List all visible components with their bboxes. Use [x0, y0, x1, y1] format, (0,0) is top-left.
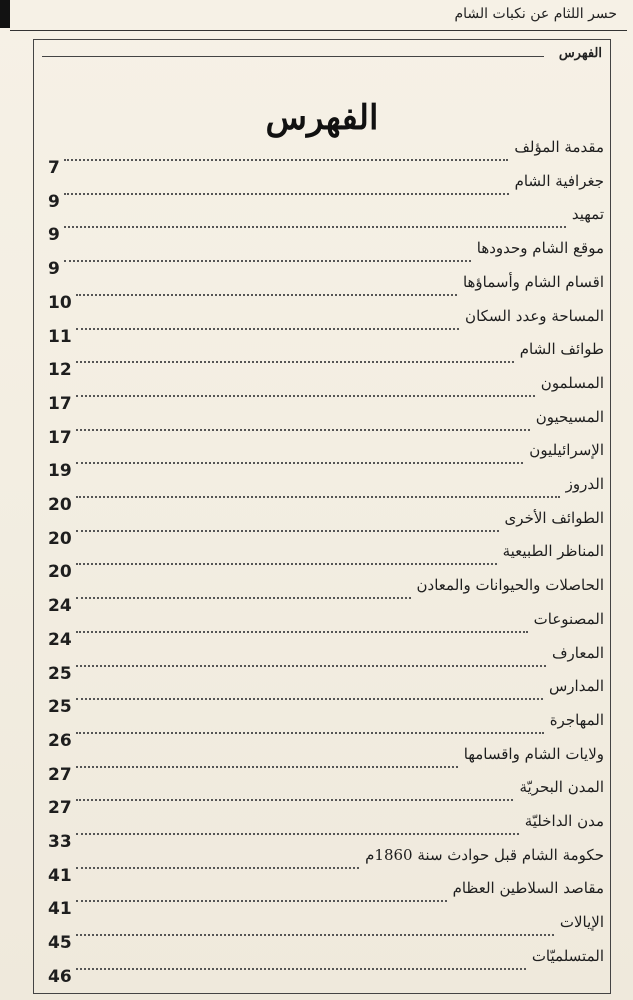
toc-entry [48, 709, 604, 751]
toc-entry-page-number: 9 [48, 191, 60, 212]
toc-leader-dots [76, 665, 546, 667]
toc-entry-page-number: 41 [48, 865, 72, 886]
toc-entry-title: حكومة الشام قبل حوادث سنة 1860م [365, 845, 604, 864]
toc-entry [48, 608, 604, 650]
toc-entry-page-number: 27 [48, 764, 72, 785]
toc-entry-page-number: 26 [48, 730, 72, 751]
toc-leader-dots [76, 395, 535, 397]
toc-leader-dots [76, 934, 554, 936]
toc-entry-title: الدروز [565, 475, 604, 493]
toc-entry [48, 406, 604, 448]
toc-leader-dots [64, 193, 509, 195]
toc-entry-page-number: 41 [48, 899, 72, 920]
toc-leader-dots [76, 597, 411, 599]
toc-entry-page-number: 12 [48, 360, 72, 381]
toc-leader-dots [76, 766, 458, 768]
toc-entry-title: مقاصد السلاطين العظام [452, 879, 604, 898]
toc-entry-page-number: 45 [48, 933, 72, 954]
toc-entry [48, 877, 604, 920]
toc-entry-title: المعارف [551, 643, 604, 662]
toc-entry-title: المسلمون [540, 373, 604, 392]
toc-entry-title: الإيالات [559, 913, 604, 932]
toc-entry-title: مقدمة المؤلف [514, 138, 604, 156]
toc-entry [48, 439, 604, 482]
toc-entry [48, 136, 604, 178]
toc-entry-title: المتسلميّات [531, 946, 604, 965]
toc-entry-page-number: 20 [48, 528, 72, 549]
toc-entry [48, 372, 604, 414]
page-background-edge [0, 0, 10, 28]
toc-leader-dots [76, 968, 526, 970]
toc-leader-dots [76, 462, 523, 464]
toc-leader-dots [76, 361, 514, 363]
toc-leader-dots [76, 294, 457, 296]
toc-entry [48, 911, 604, 954]
toc-entry-page-number: 27 [48, 798, 72, 819]
toc-leader-dots [76, 867, 359, 869]
toc-entry-page-number: 33 [48, 832, 72, 852]
toc-leader-dots [64, 159, 508, 161]
toc-entry [48, 776, 604, 819]
toc-entry-page-number: 24 [48, 629, 72, 650]
toc-entry-title: الحاصلات والحيوانات والمعادن [416, 576, 604, 595]
toc-leader-dots [76, 530, 499, 532]
toc-leader-dots [76, 799, 513, 801]
toc-entry [48, 743, 604, 785]
toc-entry-title: الإسرائيليون [529, 441, 604, 460]
toc-leader-dots [76, 563, 497, 565]
toc-entry-page-number: 25 [48, 697, 72, 718]
toc-leader-dots [76, 732, 544, 734]
toc-entry-title: المناظر الطبيعية [502, 542, 604, 561]
page-title: الفهرس [265, 98, 379, 138]
toc-entry-page-number: 20 [48, 495, 72, 515]
toc-entry [48, 305, 604, 347]
toc-entry [48, 642, 604, 684]
toc-entry [48, 507, 604, 549]
section-header [34, 46, 610, 66]
toc-entry [48, 945, 604, 987]
toc-entry [48, 810, 604, 852]
toc-entry-page-number: 11 [48, 326, 72, 347]
toc-entry-page-number: 20 [48, 562, 72, 583]
toc-entry-page-number: 9 [48, 225, 60, 246]
toc-entry [48, 203, 604, 246]
toc-entry-title: المساحة وعدد السكان [465, 306, 604, 325]
toc-entry [48, 675, 604, 718]
toc-leader-dots [76, 698, 543, 700]
toc-entry-page-number: 17 [48, 393, 72, 414]
toc-entry-title: جغرافية الشام [514, 171, 604, 190]
toc-entry-page-number: 46 [48, 966, 72, 987]
toc-entry-title: المسيحيون [535, 407, 604, 426]
toc-leader-dots [64, 226, 566, 228]
toc-entry-page-number: 17 [48, 427, 72, 448]
toc-entry-title: المهاجرة [549, 710, 604, 729]
toc-entry [48, 271, 604, 313]
toc-entry-page-number: 25 [48, 663, 72, 684]
toc-entry-title: تمهيد [571, 205, 604, 224]
toc-entry-page-number: 9 [48, 259, 60, 280]
header-rule [10, 30, 627, 31]
toc-entry-title: المدن البحريّة [519, 778, 604, 797]
toc-entry-page-number: 7 [48, 158, 60, 178]
toc-entry [48, 170, 604, 212]
toc-entry-title: ولايات الشام واقسامها [463, 744, 604, 763]
section-header-line [42, 56, 544, 57]
toc-entry [48, 574, 604, 617]
toc-frame [33, 39, 611, 994]
toc-leader-dots [76, 833, 519, 835]
toc-entry [48, 540, 604, 583]
toc-leader-dots [76, 496, 560, 498]
toc-leader-dots [76, 631, 528, 633]
toc-leader-dots [76, 328, 459, 330]
toc-leader-dots [76, 429, 530, 431]
running-header: حسر اللثام عن نكبات الشام [454, 6, 617, 22]
toc-entry [48, 844, 604, 886]
toc-entry-page-number: 10 [48, 292, 72, 313]
toc-entry-title: موقع الشام وحدودها [476, 239, 604, 258]
toc-entry-page-number: 24 [48, 596, 72, 617]
toc-entry-title: اقسام الشام وأسماؤها [462, 272, 604, 291]
toc-entry [48, 473, 604, 515]
toc-entry-title: مدن الداخليّة [524, 812, 604, 830]
toc-leader-dots [76, 900, 447, 902]
section-label: الفهرس [558, 46, 602, 61]
toc-entry-title: الطوائف الأخرى [504, 508, 604, 527]
toc-entry-title: المصنوعات [533, 609, 604, 628]
toc-entry [48, 237, 604, 280]
toc-entry-title: المدارس [548, 677, 604, 696]
toc-entry [48, 338, 604, 381]
toc-entry-page-number: 19 [48, 461, 72, 482]
toc-entry-title: طوائف الشام [519, 340, 604, 359]
toc-leader-dots [64, 260, 471, 262]
